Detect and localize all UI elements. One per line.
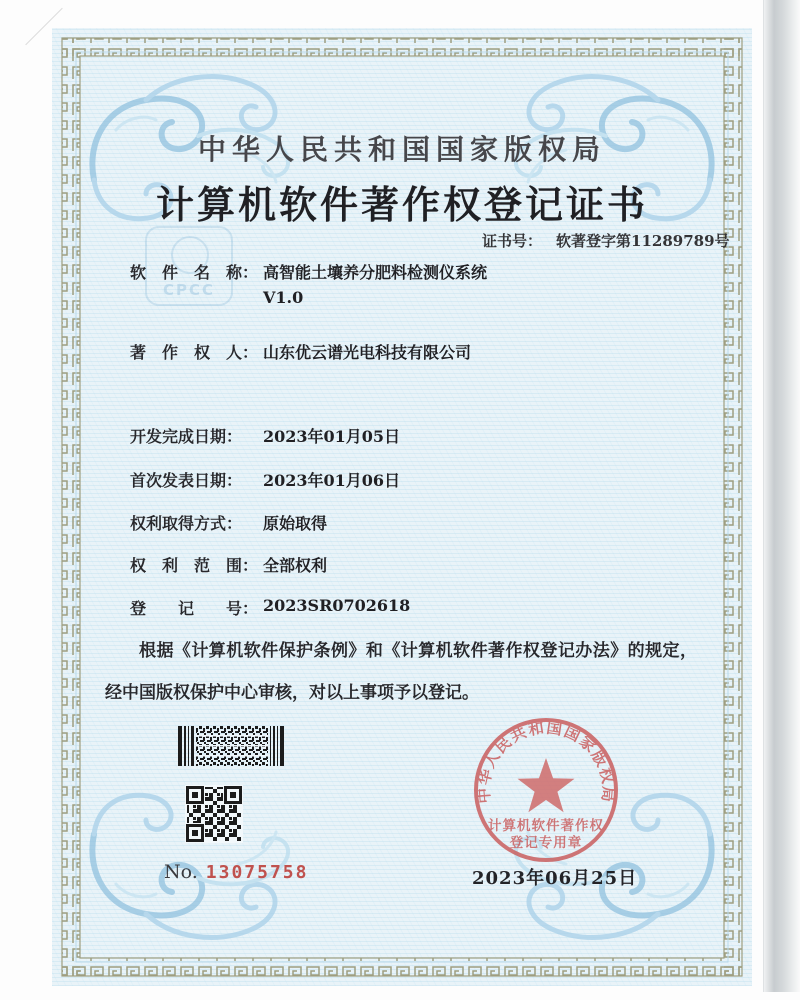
field-row-dev-complete-date [130, 424, 401, 447]
scan-page-edge [763, 0, 800, 992]
field-row-first-publish-date [130, 468, 401, 491]
field-label: 首次发表日期： [130, 471, 243, 490]
field-value: 2023SR0702618 [263, 596, 411, 615]
ornate-border [52, 28, 752, 986]
field-row-software-name [130, 260, 488, 283]
field-label: 权利取得方式： [130, 514, 243, 533]
field-label: 开发完成日期： [130, 427, 243, 446]
field-value: 原始取得 [263, 514, 328, 533]
field-value: 2023年01月05日 [263, 427, 401, 446]
field-row-registration-number [130, 596, 411, 619]
registration-statement: 根据《计算机软件保护条例》和《计算机软件著作权登记办法》的规定，经中国版权保护中心审核，对以上事项予以登记。 [105, 641, 697, 703]
serial-number-value: 13075758 [205, 862, 309, 883]
field-row-rights-acquisition [130, 511, 328, 534]
certificate-title: 计算机软件著作权登记证书 [155, 182, 648, 227]
field-value: 全部权利 [263, 556, 328, 575]
cpcc-watermark-text: CPCC [162, 281, 216, 299]
field-value: 2023年01月06日 [263, 471, 401, 490]
seal-star-icon [518, 758, 575, 812]
authority-title: 中华人民共和国国家版权局 [197, 133, 606, 166]
seal-ring-text: 中华人民共和国国家版权局 [473, 717, 619, 805]
qr-code [185, 785, 243, 843]
field-label: 权 利 范 围： [130, 556, 259, 575]
barcode [178, 726, 286, 766]
field-row-rights-scope [130, 553, 328, 576]
field-value: 高智能土壤养分肥料检测仪系统 [263, 263, 488, 282]
serial-number-line [164, 861, 308, 883]
field-value-version: V1.0 [263, 288, 304, 307]
certificate-sheet [52, 28, 752, 986]
certificate-number-value: 软著登字第11289789号 [556, 232, 730, 250]
official-seal [461, 708, 631, 878]
certificate-number-line [482, 230, 730, 251]
issue-date: 2023年06月25日 [472, 868, 638, 889]
seal-line1: 计算机软件著作权 [488, 818, 604, 834]
field-label: 软 件 名 称： [130, 263, 259, 282]
field-value: 山东优云谱光电科技有限公司 [263, 343, 472, 362]
seal-line2: 登记专用章 [509, 835, 583, 851]
field-row-copyright-owner [130, 340, 472, 363]
serial-number-label: No. [164, 861, 198, 883]
certificate-number-label: 证书号： [482, 232, 543, 250]
field-label: 著 作 权 人： [130, 343, 259, 362]
field-label: 登 记 号： [130, 599, 259, 618]
